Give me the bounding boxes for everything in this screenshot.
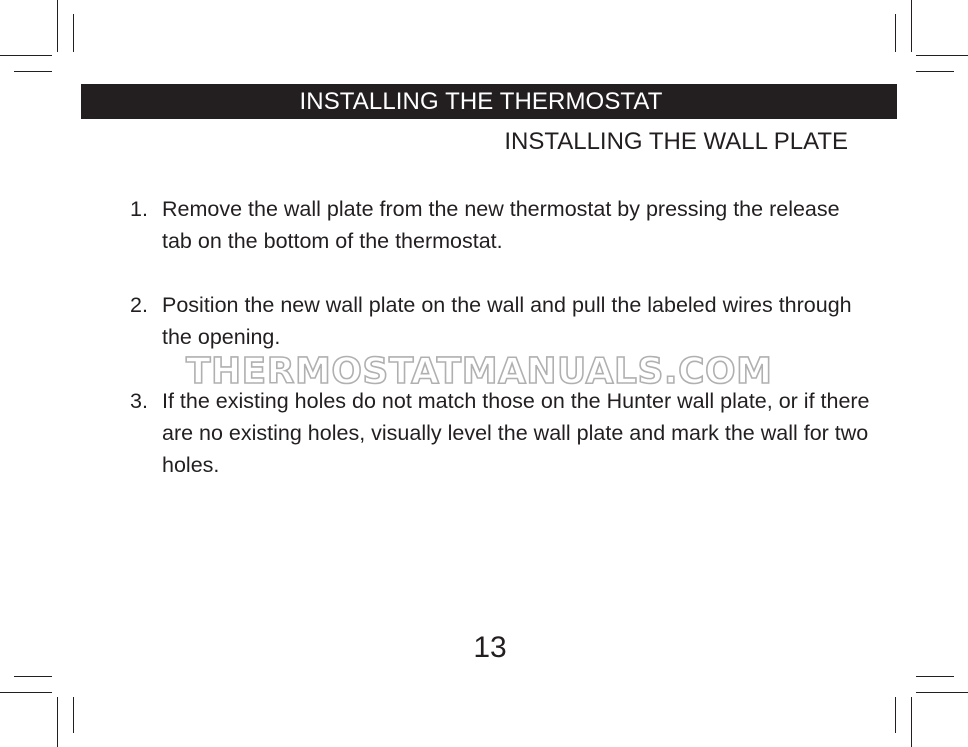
crop-mark <box>14 71 52 72</box>
crop-mark <box>0 692 52 693</box>
step-text: If the existing holes do not match those on the Hunter wall plate, or if there are no existing holes, visually level the wall plate and mark the wall for two holes. <box>162 389 870 477</box>
crop-mark <box>0 55 52 56</box>
step-number: 3. <box>130 389 148 413</box>
step-number: 2. <box>130 293 148 317</box>
crop-mark <box>57 697 58 747</box>
crop-mark <box>916 55 968 56</box>
step-text: Remove the wall plate from the new thermostat by pressing the release tab on the bottom of the thermostat. <box>162 197 840 253</box>
crop-mark <box>57 0 58 52</box>
crop-mark <box>14 676 52 677</box>
step-item <box>130 385 870 481</box>
step-item <box>130 193 870 257</box>
step-number: 1. <box>130 197 148 221</box>
step-text: Position the new wall plate on the wall and pull the labeled wires through the opening. <box>162 293 852 349</box>
section-title: INSTALLING THE WALL PLATE <box>504 128 848 155</box>
header-title: INSTALLING THE THERMOSTAT <box>299 88 663 115</box>
step-list <box>130 193 870 513</box>
crop-mark <box>916 692 968 693</box>
watermark: THERMOSTATMANUALS.COM <box>186 351 773 392</box>
header-bar <box>81 84 897 119</box>
page-number: 13 <box>473 631 507 664</box>
crop-mark <box>895 14 896 52</box>
crop-mark <box>73 14 74 52</box>
crop-mark <box>73 697 74 733</box>
crop-mark <box>911 0 912 52</box>
crop-mark <box>916 676 954 677</box>
crop-mark <box>895 697 896 733</box>
crop-mark <box>916 71 954 72</box>
step-item <box>130 289 870 353</box>
crop-mark <box>911 697 912 747</box>
